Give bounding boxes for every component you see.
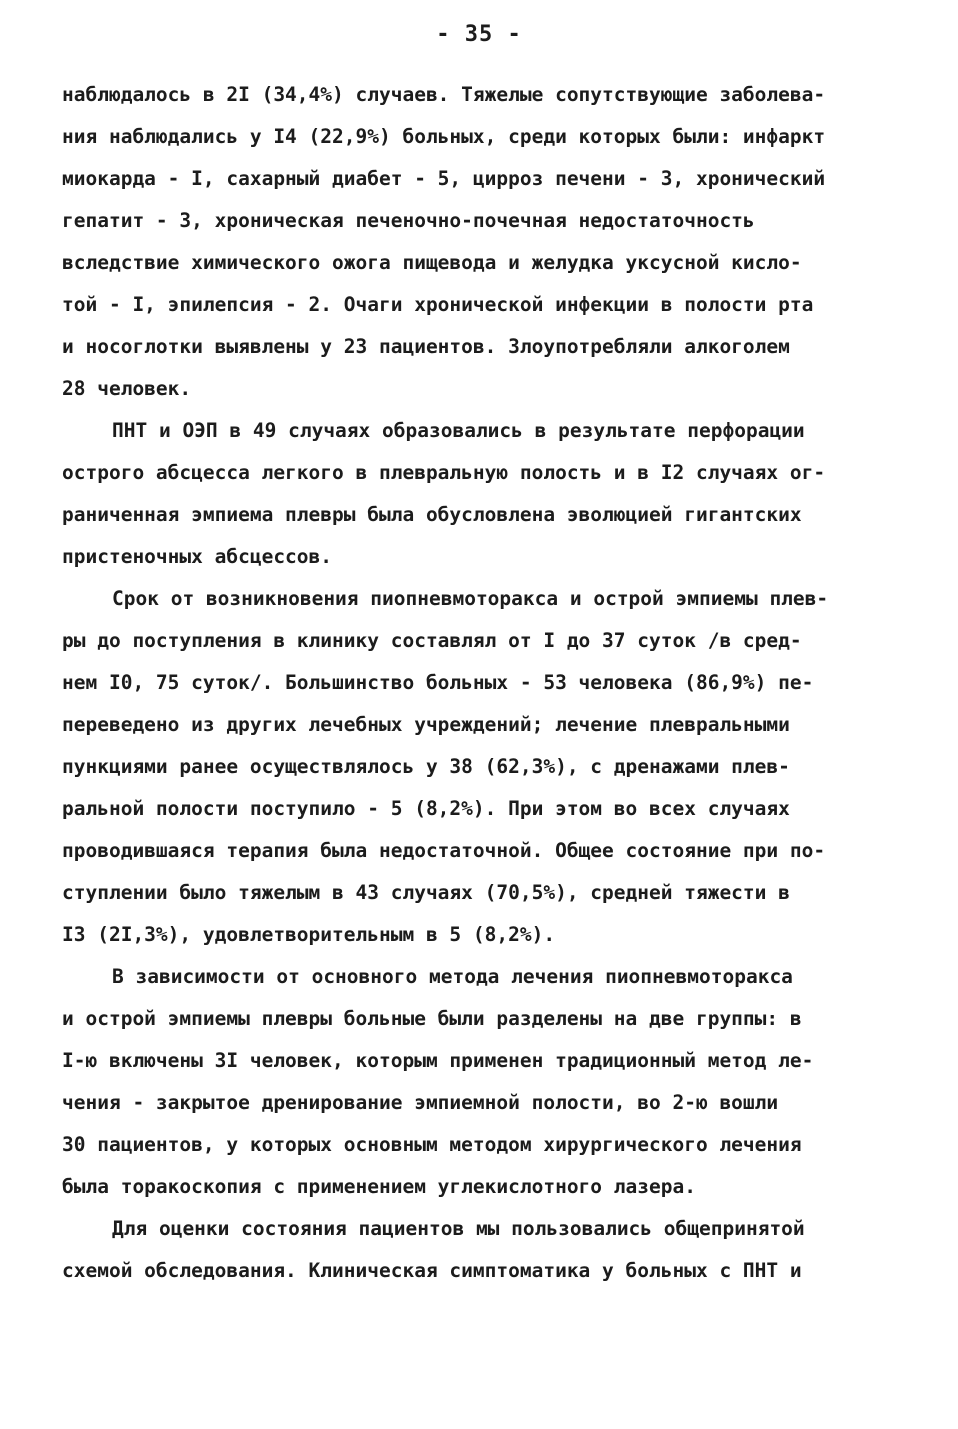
text-line: ступлении было тяжелым в 43 случаях (70,5%), средней тяжести в <box>62 881 790 904</box>
text-line: I3 (2I,3%), удовлетворительным в 5 (8,2%). <box>62 923 556 946</box>
text-line: 28 человек. <box>62 377 192 400</box>
text-line: ры до поступления в клинику составлял от I до 37 суток /в сред- <box>62 629 802 652</box>
text-line: ПНТ и ОЭП в 49 случаях образовались в результате перфорации <box>112 419 805 442</box>
text-line: схемой обследования. Клиническая симптоматика у больных с ПНТ и <box>62 1259 802 1282</box>
text-line: переведено из других лечебных учреждений; лечение плевральными <box>62 713 790 736</box>
document-body <box>62 74 902 1292</box>
text-line: миокарда - I, сахарный диабет - 5, цирроз печени - 3, хронический <box>62 167 826 190</box>
text-line: и острой эмпиемы плевры больные были разделены на две группы: в <box>62 1007 802 1030</box>
text-line: Срок от возникновения пиопневмоторакса и острой эмпиемы плев- <box>112 587 829 610</box>
text-line: пристеночных абсцессов. <box>62 545 333 568</box>
text-line: ния наблюдались у I4 (22,9%) больных, среди которых были: инфаркт <box>62 125 826 148</box>
text-line: раниченная эмпиема плевры была обусловлена эволюцией гигантских <box>62 503 802 526</box>
text-line: наблюдалось в 2I (34,4%) случаев. Тяжелые сопутствующие заболева- <box>62 83 826 106</box>
text-line: и носоглотки выявлены у 23 пациентов. Злоупотребляли алкоголем <box>62 335 790 358</box>
text-line: чения - закрытое дренирование эмпиемной полости, во 2-ю вошли <box>62 1091 779 1114</box>
text-line: Для оценки состояния пациентов мы пользовались общепринятой <box>112 1217 805 1240</box>
text-line: острого абсцесса легкого в плевральную полость и в I2 случаях ог- <box>62 461 826 484</box>
text-line: вследствие химического ожога пищевода и желудка уксусной кисло- <box>62 251 802 274</box>
text-line: пункциями ранее осуществлялось у 38 (62,3%), с дренажами плев- <box>62 755 790 778</box>
text-line: В зависимости от основного метода лечения пиопневмоторакса <box>112 965 793 988</box>
text-line: была торакоскопия с применением углекислотного лазера. <box>62 1175 696 1198</box>
text-line: I-ю включены 3I человек, которым применен традиционный метод ле- <box>62 1049 814 1072</box>
text-line: нем I0, 75 суток/. Большинство больных - 53 человека (86,9%) пе- <box>62 671 814 694</box>
text-line: 30 пациентов, у которых основным методом хирургического лечения <box>62 1133 802 1156</box>
text-line: гепатит - 3, хроническая печеночно-почечная недостаточность <box>62 209 755 232</box>
page-number: - 35 - <box>436 22 522 47</box>
text-line: проводившаяся терапия была недостаточной. Общее состояние при по- <box>62 839 826 862</box>
text-line: ральной полости поступило - 5 (8,2%). При этом во всех случаях <box>62 797 790 820</box>
text-line: той - I, эпилепсия - 2. Очаги хронической инфекции в полости рта <box>62 293 814 316</box>
